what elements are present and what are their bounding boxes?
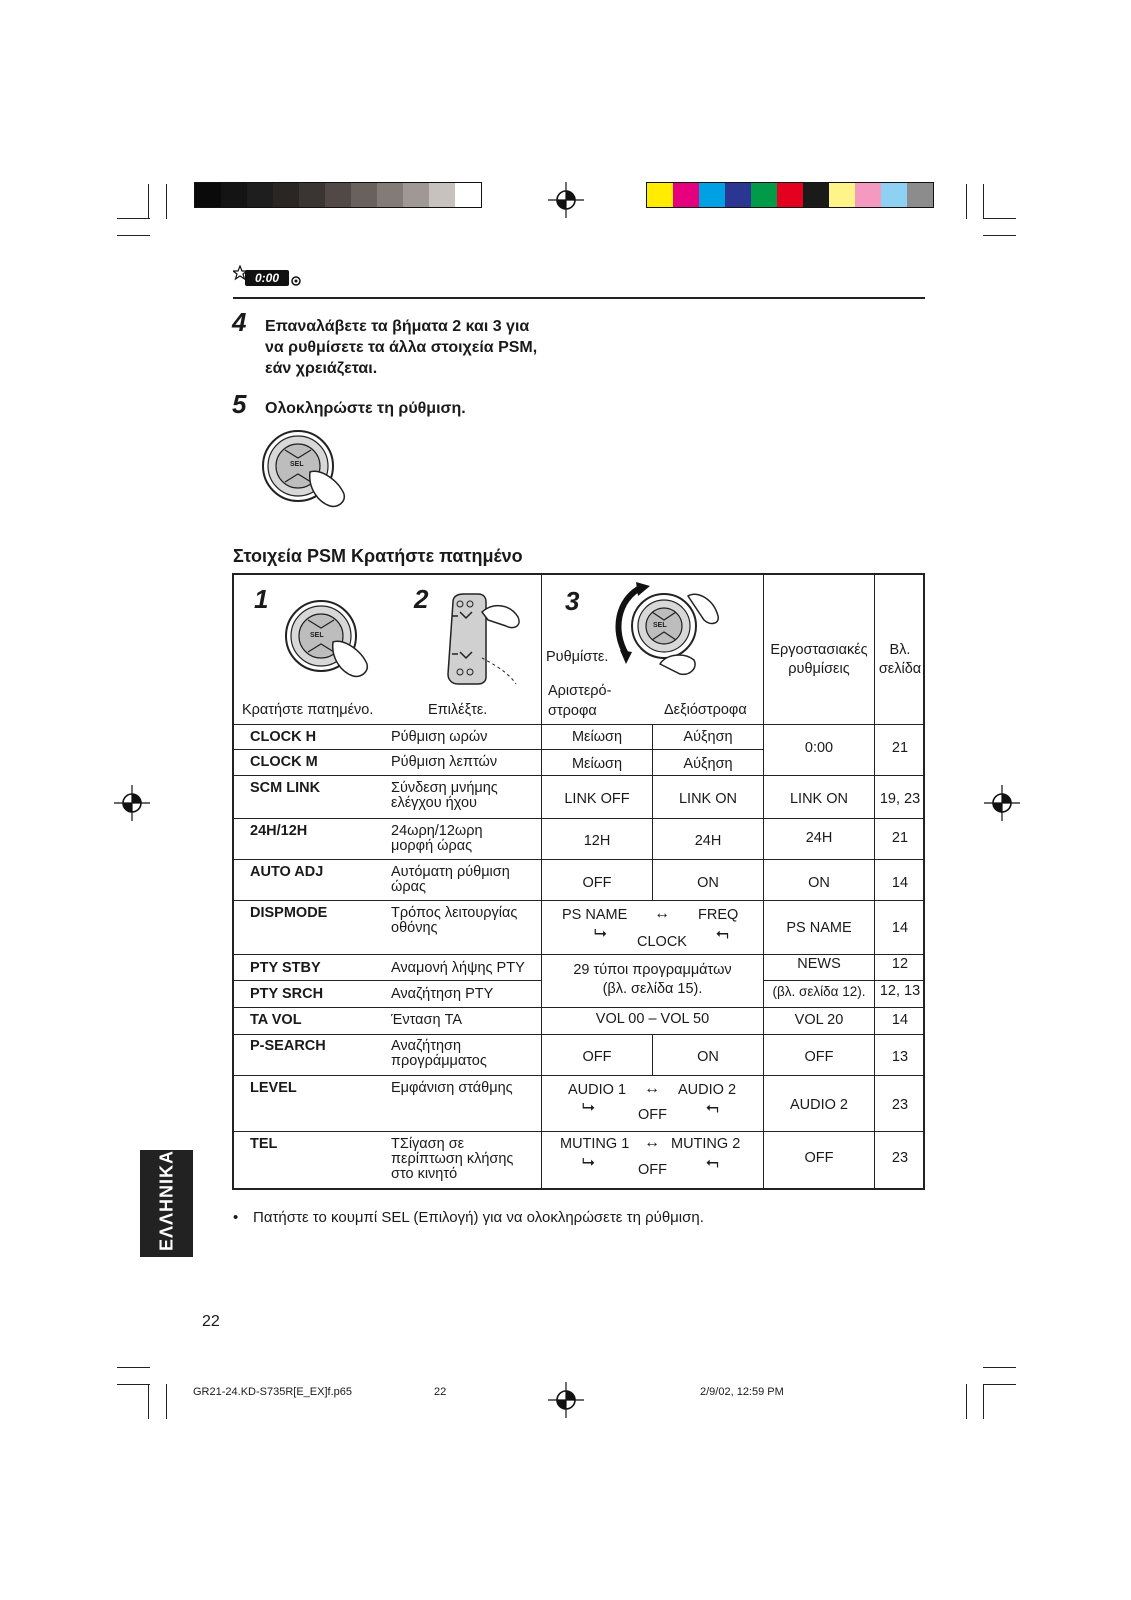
header-factory-line: Εργοστασιακές xyxy=(770,642,868,658)
color-swatch xyxy=(881,183,907,207)
color-swatch xyxy=(699,183,725,207)
item-desc-line: Σύνδεση μνήμης xyxy=(391,780,498,796)
item-name: CLOCK M xyxy=(250,754,318,770)
footer-date: 2/9/02, 12:59 PM xyxy=(700,1386,784,1398)
step-line: να ρυθμίσετε τα άλλα στοιχεία PSM, xyxy=(265,339,538,356)
clock-settings-header-icon xyxy=(233,265,303,287)
page-ref: 14 xyxy=(891,920,909,936)
return-right-arrow-icon: ⮡ xyxy=(594,925,607,942)
ccw-value: OFF xyxy=(582,1049,612,1065)
item-desc-line: ώρας xyxy=(391,879,426,895)
table-row-divider xyxy=(232,775,925,776)
header-ccw-line: στροφα xyxy=(548,703,597,719)
header-ccw-line: Αριστερό- xyxy=(548,683,612,699)
crop-mark xyxy=(983,235,1016,236)
header-adjust-label: Ρυθμίστε. xyxy=(546,649,609,665)
registration-mark-icon xyxy=(984,785,1020,821)
cw-value: Αύξηση xyxy=(683,756,733,772)
option-a: MUTING 1 xyxy=(560,1136,630,1152)
item-name: 24H/12H xyxy=(250,823,308,839)
factory-value: (βλ. σελίδα 12). xyxy=(772,984,866,999)
item-desc xyxy=(391,1137,513,1182)
pty-types-line: 29 τύποι προγραμμάτων xyxy=(573,962,732,978)
sel-knob-hold-illustration xyxy=(283,598,378,688)
item-desc-line: προγράμματος xyxy=(391,1053,487,1069)
item-desc-line: στο κινητό xyxy=(391,1166,458,1182)
color-swatch xyxy=(325,183,351,207)
header-factory-line: ρυθμίσεις xyxy=(788,661,850,677)
return-right-arrow-icon: ⮡ xyxy=(582,1154,595,1171)
step-text xyxy=(265,316,537,379)
item-name: P-SEARCH xyxy=(250,1038,326,1054)
step-text xyxy=(265,398,466,419)
table-row-divider xyxy=(232,954,925,955)
header-step-2: 2 xyxy=(414,584,429,614)
factory-value: PS NAME xyxy=(786,920,852,936)
cw-value: Αύξηση xyxy=(683,729,733,745)
color-swatch xyxy=(403,183,429,207)
cw-value: 24H xyxy=(694,833,722,849)
crop-mark xyxy=(117,1384,150,1385)
factory-value: ON xyxy=(808,875,830,891)
pty-types-line: (βλ. σελίδα 15). xyxy=(602,981,703,997)
page-ref: 12 xyxy=(891,956,909,972)
color-swatch xyxy=(377,183,403,207)
return-right-arrow-icon: ⮡ xyxy=(582,1099,595,1116)
ccw-value: OFF xyxy=(582,875,612,891)
crop-mark xyxy=(983,184,984,219)
color-swatch xyxy=(803,183,829,207)
page-ref: 14 xyxy=(891,875,909,891)
page-ref: 19, 23 xyxy=(879,791,921,807)
item-name: PTY STBY xyxy=(250,960,321,976)
item-desc-line: ΤΣίγαση σε xyxy=(391,1136,465,1152)
option-c: OFF xyxy=(638,1107,667,1123)
skip-buttons-illustration xyxy=(438,592,528,687)
option-b: AUDIO 2 xyxy=(678,1082,737,1098)
table-row-divider xyxy=(232,1131,925,1132)
color-swatch xyxy=(673,183,699,207)
color-swatch xyxy=(647,183,673,207)
ccw-value: LINK OFF xyxy=(564,791,630,807)
header-step-3: 3 xyxy=(565,586,580,616)
step-line: Επαναλάβετε τα βήματα 2 και 3 για xyxy=(265,318,530,335)
item-desc: Ένταση TA xyxy=(391,1012,463,1028)
color-swatch xyxy=(777,183,803,207)
table-row-divider xyxy=(763,980,925,981)
rotate-knob-illustration xyxy=(610,580,735,690)
step-number: 5 xyxy=(232,389,247,419)
crop-mark xyxy=(983,1384,1016,1385)
color-swatch xyxy=(907,183,933,207)
header-step-1: 1 xyxy=(254,584,269,614)
ccw-value: 12H xyxy=(583,833,611,849)
header-ccw-label xyxy=(548,681,611,721)
cw-value: ON xyxy=(697,875,719,891)
color-swatch xyxy=(247,183,273,207)
item-name: PTY SRCH xyxy=(250,986,324,1002)
table-row-divider xyxy=(232,1007,925,1008)
option-c: CLOCK xyxy=(637,934,687,950)
item-name: TA VOL xyxy=(250,1012,302,1028)
item-desc: Αναζήτηση PTY xyxy=(391,986,494,1002)
table-row-divider xyxy=(232,749,763,750)
swap-arrow-icon: ↔ xyxy=(654,905,670,922)
item-desc-line: 24ωρη/12ωρη xyxy=(391,823,483,839)
item-name: CLOCK H xyxy=(250,729,317,745)
factory-value: OFF xyxy=(804,1049,834,1065)
clock-display-text: 0:00 xyxy=(255,271,280,285)
header-ref-page xyxy=(875,641,925,679)
color-swatch xyxy=(351,183,377,207)
footer-file: GR21-24.KD-S735R[E_EX]f.p65 xyxy=(193,1386,352,1398)
color-swatch xyxy=(725,183,751,207)
step-number: 4 xyxy=(232,307,247,337)
crop-mark xyxy=(166,184,167,219)
crop-mark xyxy=(166,1384,167,1419)
item-desc-line: μορφή ώρας xyxy=(391,838,473,854)
page-ref: 23 xyxy=(891,1150,909,1166)
factory-value: VOL 20 xyxy=(794,1012,844,1028)
crop-mark xyxy=(983,1384,984,1419)
item-desc-line: περίπτωση κλήσης xyxy=(391,1151,514,1167)
ccw-value: Μείωση xyxy=(571,756,623,772)
header-cw-label: Δεξιόστροφα xyxy=(664,702,747,718)
language-tab-label: ΕΛΛΗΝΙΚΑ xyxy=(156,1150,177,1252)
option-b: FREQ xyxy=(698,907,739,923)
color-calibration-bar xyxy=(646,182,934,208)
swap-arrow-icon: ↔ xyxy=(644,1134,660,1151)
factory-value: 24H xyxy=(805,830,833,846)
item-desc-line: οθόνης xyxy=(391,920,438,936)
page-ref: 12, 13 xyxy=(879,983,921,999)
page-ref: 21 xyxy=(891,830,909,846)
item-desc xyxy=(391,824,483,854)
header-ref-line: Βλ. xyxy=(889,642,911,658)
item-name: SCM LINK xyxy=(250,780,321,796)
page-ref: 23 xyxy=(891,1097,909,1113)
item-desc-line: ελέγχου ήχου xyxy=(391,795,477,811)
page-ref: 14 xyxy=(891,1012,909,1028)
language-side-tab xyxy=(140,1150,193,1257)
table-row-divider xyxy=(232,724,925,725)
page-ref: 21 xyxy=(891,740,909,756)
page-ref: 13 xyxy=(891,1049,909,1065)
footer-page: 22 xyxy=(434,1386,447,1398)
return-left-arrow-icon: ⮢ xyxy=(716,925,729,942)
step-line: εάν χρειάζεται. xyxy=(265,360,378,377)
crop-mark xyxy=(148,1384,149,1419)
header-factory xyxy=(764,641,874,679)
header-rule xyxy=(233,297,925,299)
item-name: LEVEL xyxy=(250,1080,297,1096)
header-select-caption: Επιλέξτε. xyxy=(428,702,488,718)
item-desc xyxy=(391,906,517,936)
knob-label: SEL xyxy=(653,622,667,629)
option-b: MUTING 2 xyxy=(671,1136,741,1152)
pty-types-text xyxy=(542,961,763,999)
registration-mark-icon xyxy=(548,182,584,218)
knob-label: SEL xyxy=(310,632,324,639)
crop-mark xyxy=(117,235,150,236)
color-swatch xyxy=(751,183,777,207)
factory-value: LINK ON xyxy=(789,791,848,807)
table-row-divider xyxy=(232,1034,925,1035)
item-desc-line: Αναζήτηση xyxy=(391,1038,462,1054)
table-row-divider xyxy=(232,859,925,860)
color-swatch xyxy=(299,183,325,207)
crop-mark xyxy=(148,184,149,219)
table-row-divider xyxy=(232,1075,925,1076)
grayscale-calibration-bar xyxy=(194,182,482,208)
item-desc-line: Αυτόματη ρύθμιση xyxy=(391,864,510,880)
factory-value: OFF xyxy=(804,1150,834,1166)
color-swatch xyxy=(829,183,855,207)
crop-mark xyxy=(983,218,1016,219)
color-swatch xyxy=(455,183,481,207)
return-left-arrow-icon: ⮢ xyxy=(706,1154,719,1171)
item-name: TEL xyxy=(250,1136,278,1152)
color-swatch xyxy=(273,183,299,207)
item-name: AUTO ADJ xyxy=(250,864,324,880)
crop-mark xyxy=(117,218,150,219)
step-line: Ολοκληρώστε τη ρύθμιση. xyxy=(265,400,466,417)
sel-knob-press-illustration xyxy=(260,428,350,513)
factory-value: 0:00 xyxy=(804,740,834,756)
table-row-divider xyxy=(232,900,925,901)
ccw-value: Μείωση xyxy=(571,729,623,745)
swap-arrow-icon: ↔ xyxy=(644,1080,660,1097)
factory-value: NEWS xyxy=(797,956,841,972)
item-desc-line: Τρόπος λειτουργίας xyxy=(391,905,518,921)
knob-label: SEL xyxy=(290,461,304,468)
section-title: Στοιχεία PSM Κρατήστε πατημένο xyxy=(233,546,523,566)
cw-value: LINK ON xyxy=(678,791,737,807)
item-desc xyxy=(391,1039,487,1069)
header-hold-caption: Κρατήστε πατημένο. xyxy=(242,702,374,718)
color-swatch xyxy=(195,183,221,207)
table-row-divider xyxy=(232,980,541,981)
factory-value: AUDIO 2 xyxy=(789,1097,848,1113)
crop-mark xyxy=(966,1384,967,1419)
item-desc: Εμφάνιση στάθμης xyxy=(391,1080,513,1096)
item-desc: Ρύθμιση ωρών xyxy=(391,729,488,745)
cw-value: ON xyxy=(697,1049,719,1065)
item-desc: Ρύθμιση λεπτών xyxy=(391,754,498,770)
registration-mark-icon xyxy=(548,1382,584,1418)
crop-mark xyxy=(983,1367,1016,1368)
header-ref-line: σελίδα xyxy=(878,661,922,677)
note-text: Πατήστε το κουμπί SEL (Επιλογή) για να ολοκληρώσετε τη ρύθμιση. xyxy=(253,1209,704,1226)
note-bullet: • xyxy=(233,1209,239,1226)
color-swatch xyxy=(221,183,247,207)
crop-mark xyxy=(117,1367,150,1368)
page-number: 22 xyxy=(202,1313,220,1330)
registration-mark-icon xyxy=(114,785,150,821)
option-a: AUDIO 1 xyxy=(568,1082,627,1098)
item-desc: Αναμονή λήψης PTY xyxy=(391,960,525,976)
table-row-divider xyxy=(232,818,925,819)
item-desc xyxy=(391,865,510,895)
range-value: VOL 00 – VOL 50 xyxy=(595,1011,710,1027)
option-a: PS NAME xyxy=(562,907,628,923)
item-name: DISPMODE xyxy=(250,905,328,921)
crop-mark xyxy=(966,184,967,219)
return-left-arrow-icon: ⮢ xyxy=(706,1099,719,1116)
option-c: OFF xyxy=(638,1162,667,1178)
item-desc xyxy=(391,781,498,811)
color-swatch xyxy=(429,183,455,207)
color-swatch xyxy=(855,183,881,207)
